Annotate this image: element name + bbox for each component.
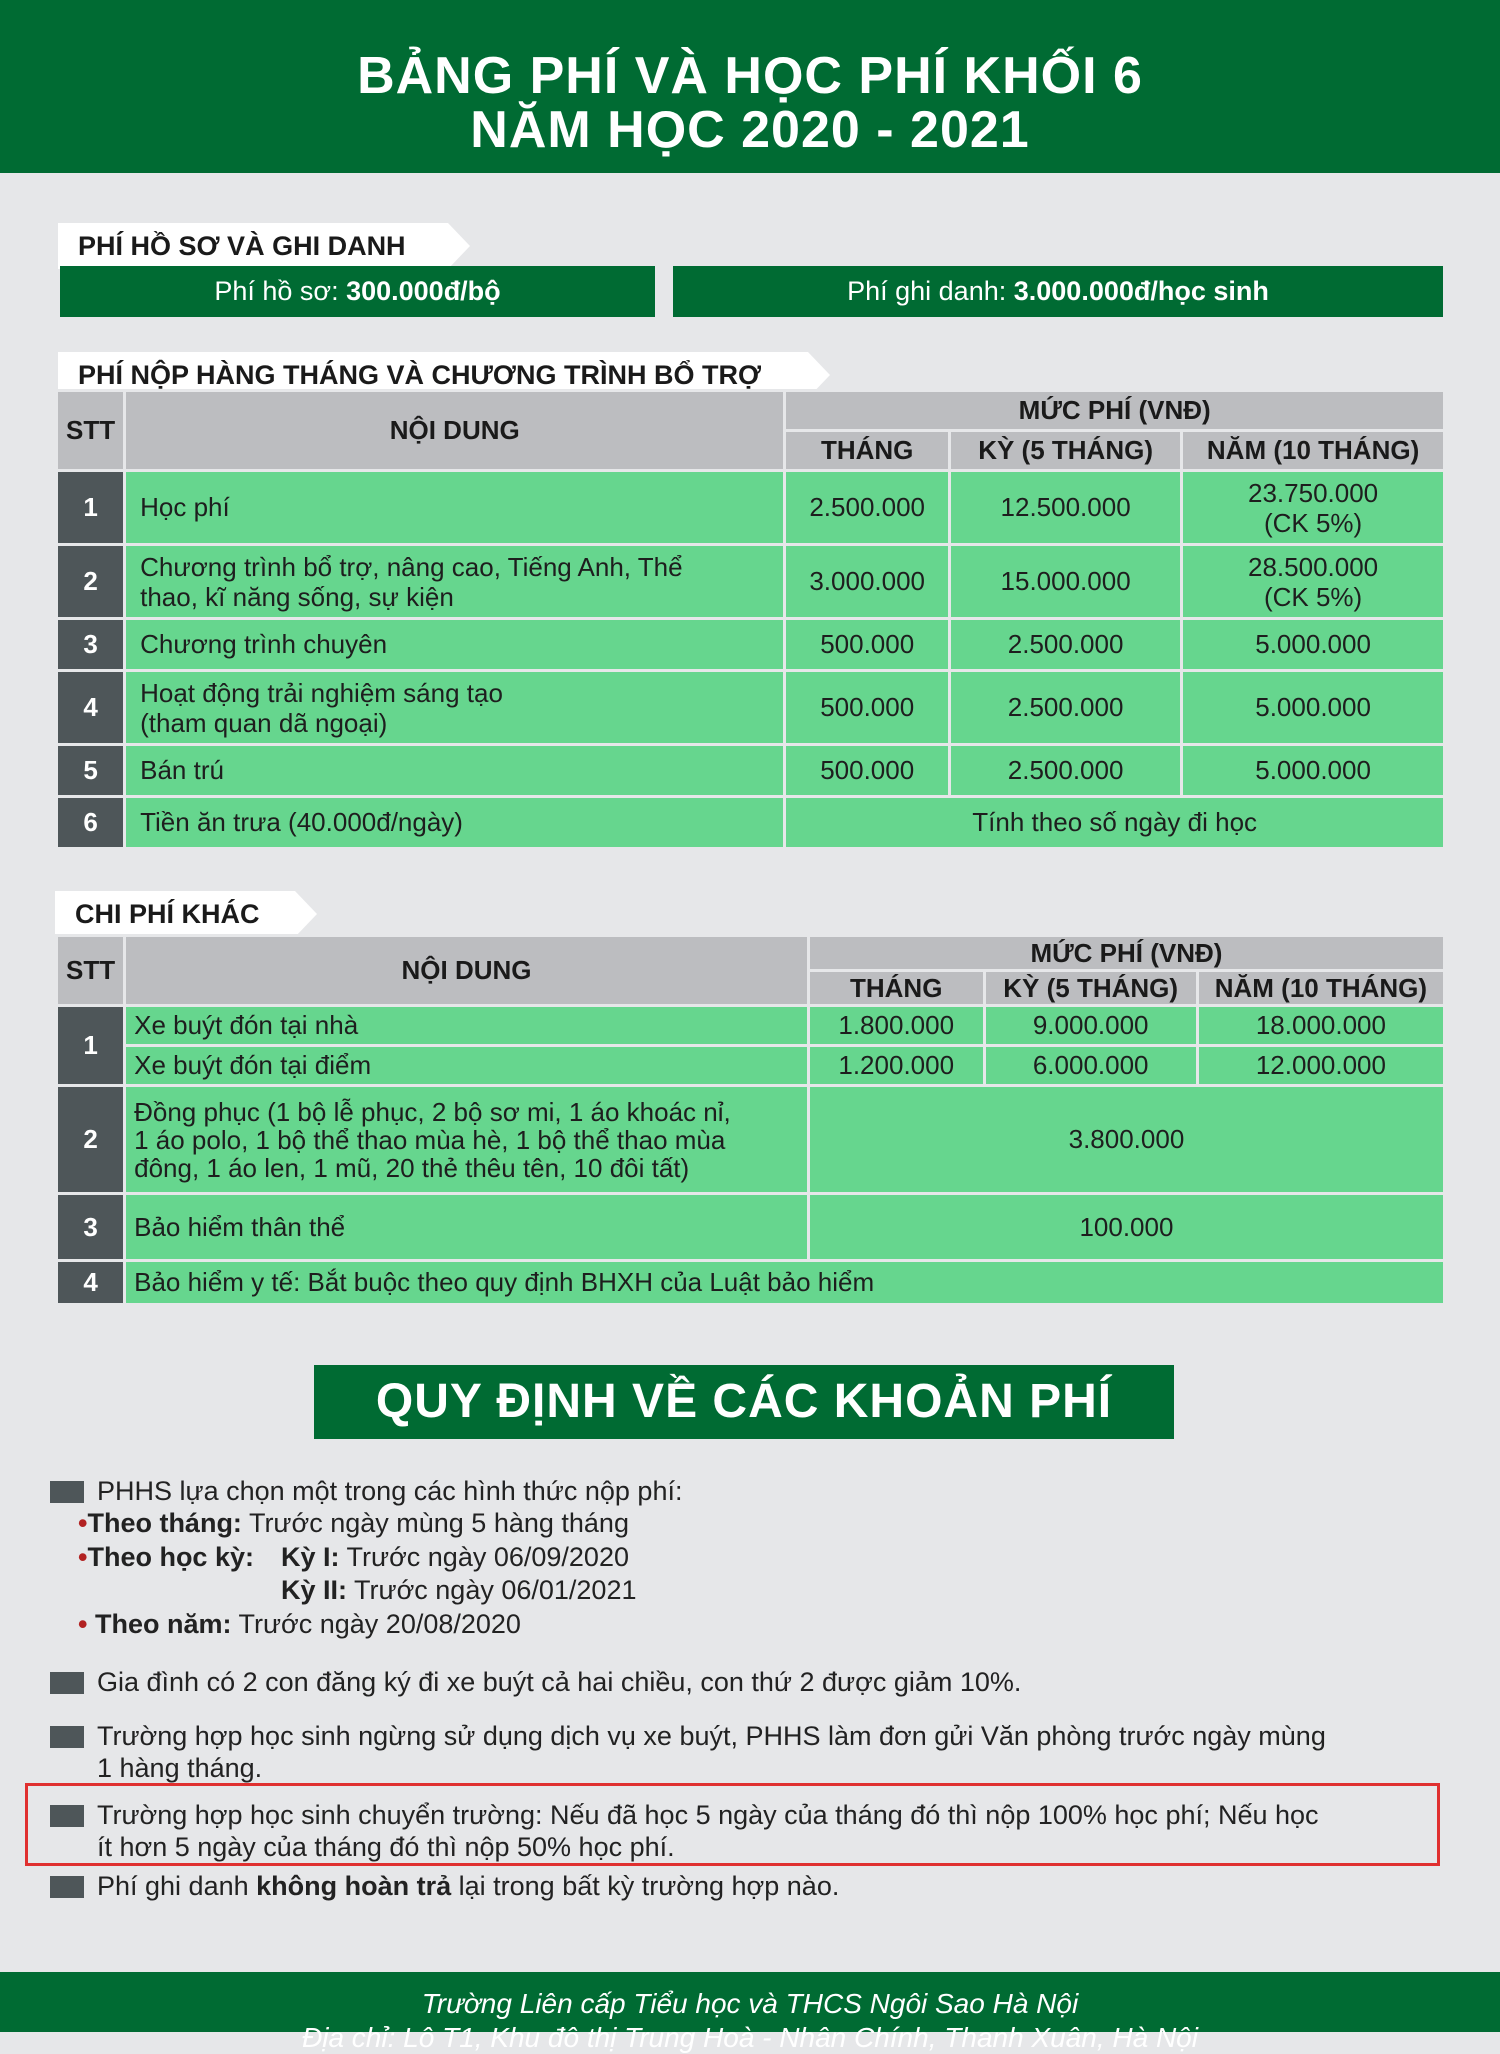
theo-nam-label: Theo năm: [94,1609,232,1639]
row-nam-note: (CK 5%) [1263,581,1363,612]
theo-thang-text: Trước ngày mùng 5 hàng tháng [241,1508,629,1538]
row-thang: 500.000 [785,671,950,745]
other-fee-table [55,934,1446,1306]
rule-text: Gia đình có 2 con đăng ký đi xe buýt cả hai chiều, con thứ 2 được giảm 10%. [97,1667,1022,1697]
sub-item-ky1 [281,1541,629,1573]
table-row [57,1194,1445,1261]
table-row [57,1046,1445,1086]
rules-banner: QUY ĐỊNH VỀ CÁC KHOẢN PHÍ [314,1365,1174,1439]
row-nam: 5.000.000 [1182,619,1445,671]
row-stt: 1 [57,471,125,545]
rule-text [97,1870,839,1902]
row-name-line1: Hoạt động trải nghiệm sáng tạo [140,677,503,708]
highlight-box [25,1783,1440,1866]
page-header [0,0,1500,173]
table-row [57,797,1445,849]
rule-text-bold: không hoàn trả [256,1871,452,1901]
fee-ho-so-box [60,266,655,317]
rule-text-before: Phí ghi danh [97,1871,257,1901]
col-header-thang: THÁNG [808,971,984,1006]
row-stt: 2 [57,1086,125,1194]
page-footer [0,1972,1500,2053]
ky2-text: Trước ngày 06/01/2021 [347,1575,637,1605]
section-title-ho-so: PHÍ HỒ SƠ VÀ GHI DANH [58,223,448,269]
row-name: Bán trú [125,745,785,797]
bullet-square-icon [50,1876,84,1898]
theo-thang-label: Theo tháng: [87,1508,242,1538]
row-stt: 3 [57,1194,125,1261]
row-stt: 4 [57,671,125,745]
row-ky: 15.000.000 [950,545,1182,619]
table-row [57,745,1445,797]
row-thang: 2.500.000 [785,471,950,545]
row-thang: 1.200.000 [808,1046,984,1086]
row-thang: 1.800.000 [808,1006,984,1046]
bullet-square-icon [50,1672,84,1694]
sub-item-theo-thang [78,1507,629,1539]
col-header-noi-dung: NỘI DUNG [125,936,809,1006]
monthly-fee-table [55,389,1446,850]
row-name-line2: 1 áo polo, 1 bộ thể thao mùa hè, 1 bộ thể thao mùa [134,1124,726,1155]
row-nam-note: (CK 5%) [1263,507,1363,538]
col-header-nam: NĂM (10 THÁNG) [1197,971,1444,1006]
footer-school-name: Trường Liên cấp Tiểu học và THCS Ngôi Sao Hà Nội [421,1988,1079,2019]
row-name-line3: đông, 1 áo len, 1 mũ, 20 thẻ thêu tên, 10 đôi tất) [134,1152,690,1183]
row-stt: 6 [57,797,125,849]
row-stt: 2 [57,545,125,619]
row-thang: 500.000 [785,619,950,671]
fee-ghi-danh-label: Phí ghi danh: [847,276,1014,306]
bullet-dot-icon: • [78,1609,88,1639]
row-nam: 12.000.000 [1197,1046,1444,1086]
row-ky: 9.000.000 [984,1006,1197,1046]
fee-ghi-danh-box [673,266,1443,317]
row-ky: 6.000.000 [984,1046,1197,1086]
rule-text-after: lại trong bất kỳ trường hợp nào. [451,1871,840,1901]
row-ky: 2.500.000 [950,619,1182,671]
row-name: Xe buýt đón tại nhà [125,1006,809,1046]
footer-address: Địa chỉ: Lô T1, Khu đô thị Trung Hoà - Nhân Chính, Thanh Xuân, Hà Nội [302,2022,1198,2053]
rule-item [50,1720,1326,1784]
rule-text-line2: 1 hàng tháng. [97,1753,263,1783]
sub-item-theo-hoc-ky [78,1541,254,1573]
row-ky: 12.500.000 [950,471,1182,545]
row-nam-value: 23.750.000 [1248,477,1379,508]
rule-text-line1: Trường hợp học sinh ngừng sử dụng dịch vụ xe buýt, PHHS làm đơn gửi Văn phòng trước ngày mùng [97,1721,1326,1751]
rule-item [50,1666,1021,1698]
table-row [57,1006,1445,1046]
row-nam: 18.000.000 [1197,1006,1444,1046]
bullet-dot-icon: • [78,1542,88,1572]
row-name: Chương trình chuyên [125,619,785,671]
bullet-dot-icon: • [78,1508,88,1538]
col-header-stt: STT [57,936,125,1006]
fee-ho-so-value: 300.000đ/bộ [346,276,501,306]
row-name [125,671,785,745]
sub-item-ky2 [281,1574,636,1606]
sub-item-theo-nam [78,1608,521,1640]
page-title: BẢNG PHÍ VÀ HỌC PHÍ KHỐI 6 [357,47,1143,105]
row-name: Bảo hiểm thân thể [125,1194,809,1261]
section-title-chi-phi-khac: CHI PHÍ KHÁC [55,891,295,937]
rule-text: PHHS lựa chọn một trong các hình thức nộp phí: [97,1476,683,1506]
rule-text-line2: ít hơn 5 ngày của tháng đó thì nộp 50% học phí. [97,1832,675,1862]
table-row [57,671,1445,745]
row-nam: 5.000.000 [1182,671,1445,745]
col-header-stt: STT [57,391,125,471]
table-row [57,619,1445,671]
bullet-square-icon [50,1481,84,1503]
row-name-line2: thao, kĩ năng sống, sự kiện [140,581,454,612]
rule-item [50,1870,839,1902]
page-subtitle: NĂM HỌC 2020 - 2021 [470,101,1030,159]
rule-text-line1: Trường hợp học sinh chuyển trường: Nếu đã học 5 ngày của tháng đó thì nộp 100% học phí; Nếu học [97,1800,1319,1830]
row-ky: 2.500.000 [950,671,1182,745]
row-merged-value: 100.000 [808,1194,1444,1261]
row-merged-value: Tính theo số ngày đi học [785,797,1445,849]
ky1-text: Trước ngày 06/09/2020 [339,1542,629,1572]
table-row [57,1086,1445,1194]
fee-ho-so-label: Phí hồ sơ: [214,276,347,306]
col-header-muc-phi: MỨC PHÍ (VNĐ) [808,936,1444,971]
row-stt: 1 [57,1006,125,1086]
col-header-nam: NĂM (10 THÁNG) [1182,431,1445,471]
col-header-ky: KỲ (5 THÁNG) [950,431,1182,471]
row-nam [1182,545,1445,619]
row-name: Học phí [125,471,785,545]
rule-item [50,1475,682,1507]
ky1-label: Kỳ I: [281,1542,340,1572]
table-row [57,471,1445,545]
theo-nam-text: Trước ngày 20/08/2020 [231,1609,521,1639]
row-thang: 500.000 [785,745,950,797]
row-thang: 3.000.000 [785,545,950,619]
row-nam: 5.000.000 [1182,745,1445,797]
row-name-line1: Chương trình bổ trợ, nâng cao, Tiếng Anh, Thể [140,551,683,582]
row-name [125,1086,809,1194]
row-nam-value: 28.500.000 [1248,551,1379,582]
col-header-thang: THÁNG [785,431,950,471]
row-name-line2: (tham quan dã ngoại) [140,707,388,738]
row-merged-value: 3.800.000 [808,1086,1444,1194]
fee-ghi-danh-value: 3.000.000đ/học sinh [1013,276,1269,306]
row-nam [1182,471,1445,545]
row-name: Xe buýt đón tại điểm [125,1046,809,1086]
col-header-ky: KỲ (5 THÁNG) [984,971,1197,1006]
row-name: Tiền ăn trưa (40.000đ/ngày) [125,797,785,849]
col-header-muc-phi: MỨC PHÍ (VNĐ) [785,391,1445,431]
row-name-line1: Đồng phục (1 bộ lễ phục, 2 bộ sơ mi, 1 áo khoác nỉ, [134,1096,731,1127]
row-stt: 3 [57,619,125,671]
row-name: Bảo hiểm y tế: Bắt buộc theo quy định BHXH của Luật bảo hiểm [125,1261,1445,1305]
row-name [125,545,785,619]
bullet-square-icon [50,1726,84,1748]
table-row [57,1261,1445,1305]
col-header-noi-dung: NỘI DUNG [125,391,785,471]
theo-hoc-ky-label: Theo học kỳ: [87,1542,254,1572]
table-row [57,545,1445,619]
section-title-hang-thang: PHÍ NỘP HÀNG THÁNG VÀ CHƯƠNG TRÌNH BỔ TRỢ [58,352,808,398]
row-stt: 5 [57,745,125,797]
row-stt: 4 [57,1261,125,1305]
ky2-label: Kỳ II: [281,1575,348,1605]
row-ky: 2.500.000 [950,745,1182,797]
